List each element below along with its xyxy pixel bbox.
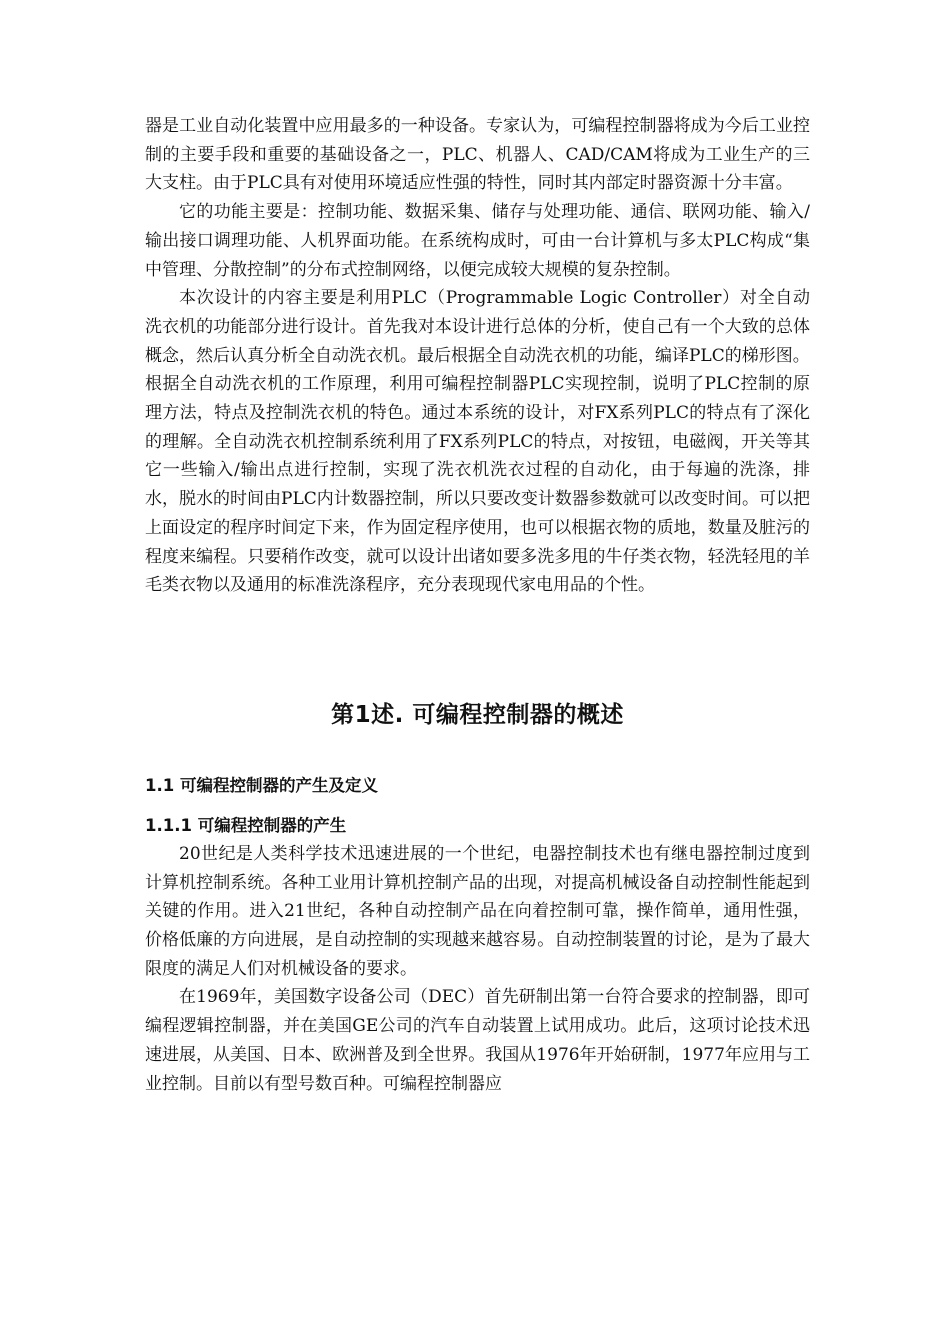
document-body [145,112,810,1098]
body-paragraph-history: 在1969年，美国数字设备公司（DEC）首先研制出第一台符合要求的控制器，即可编程逻辑控制器，并在美国GE公司的汽车自动装置上试用成功。此后，这项讨论技术迅速进展，从美国、日本、欧洲普及到全世界。我国从1976年开始研制，1977年应用与工业控制。目前以有型号数百种。可编程控制器应 [145,987,810,1094]
body-paragraph-origin: 20世纪是人类科学技术迅速进展的一个世纪，电器控制技术也有继电器控制过度到计算机控制系统。各种工业用计算机控制产品的出现，对提高机械设备自动控制性能起到关键的作用。进入21世纪，各种自动控制产品在向着控制可靠，操作简单，通用性强，价格低廉的方向进展，是自动控制的实现越来越容易。自动控制装置的讨论，是为了最大限度的满足人们对机械设备的要求。 [145,843,810,979]
intro-paragraph-principle: 根据全自动洗衣机的工作原理，利用可编程控制器PLC实现控制，说明了PLC控制的原理方法，特点及控制洗衣机的特色。通过本系统的设计，对FX系列PLC的特点有了深化的理解。全自动洗衣机控制系统利用了FX系列PLC的特点，对按钮，电磁阀，开关等其它一些输入/输出点进行控制，实现了洗衣机洗衣过程的自动化，由于每遍的洗涤，排水，脱水的时间由PLC内计数器控制，所以只要改变计数器参数就可以改变时间。可以把上面设定的程序时间定下来，作为固定程序使用，也可以根据衣物的质地，数量及脏污的程度来编程。只要稍作改变，就可以设计出诸如要多洗多甩的牛仔类衣物，轻洗轻甩的羊毛类衣物以及通用的标准洗涤程序，充分表现现代家电用品的个性。 [145,374,810,596]
section-title: 1.1 可编程控制器的产生及定义 [145,775,378,795]
chapter-title: 第1述. 可编程控制器的概述 [331,701,624,728]
intro-paragraph-continuation: 器是工业自动化装置中应用最多的一种设备。专家认为，可编程控制器将成为今后工业控制的主要手段和重要的基础设备之一，PLC、机器人、CAD/CAM将成为工业生产的三大支柱。由于PLC具有对使用环境适应性强的特性，同时其内部定时器资源十分丰富。 [145,116,810,194]
intro-paragraph-design: 本次设计的内容主要是利用PLC（Programmable Logic Controller）对全自动洗衣机的功能部分进行设计。首先我对本设计进行总体的分析，使自己有一个大致的总体概念，然后认真分析全自动洗衣机。最后根据全自动洗衣机的功能，编译PLC的梯形图。 [145,288,810,366]
intro-paragraph-functions: 它的功能主要是：控制功能、数据采集、储存与处理功能、通信、联网功能、输入/输出接口调理功能、人机界面功能。在系统构成时，可由一台计算机与多太PLC构成“集中管理、分散控制”的分布式控制网络，以便完成较大规模的复杂控制。 [145,202,810,280]
subsection-title: 1.1.1 可编程控制器的产生 [145,815,347,835]
